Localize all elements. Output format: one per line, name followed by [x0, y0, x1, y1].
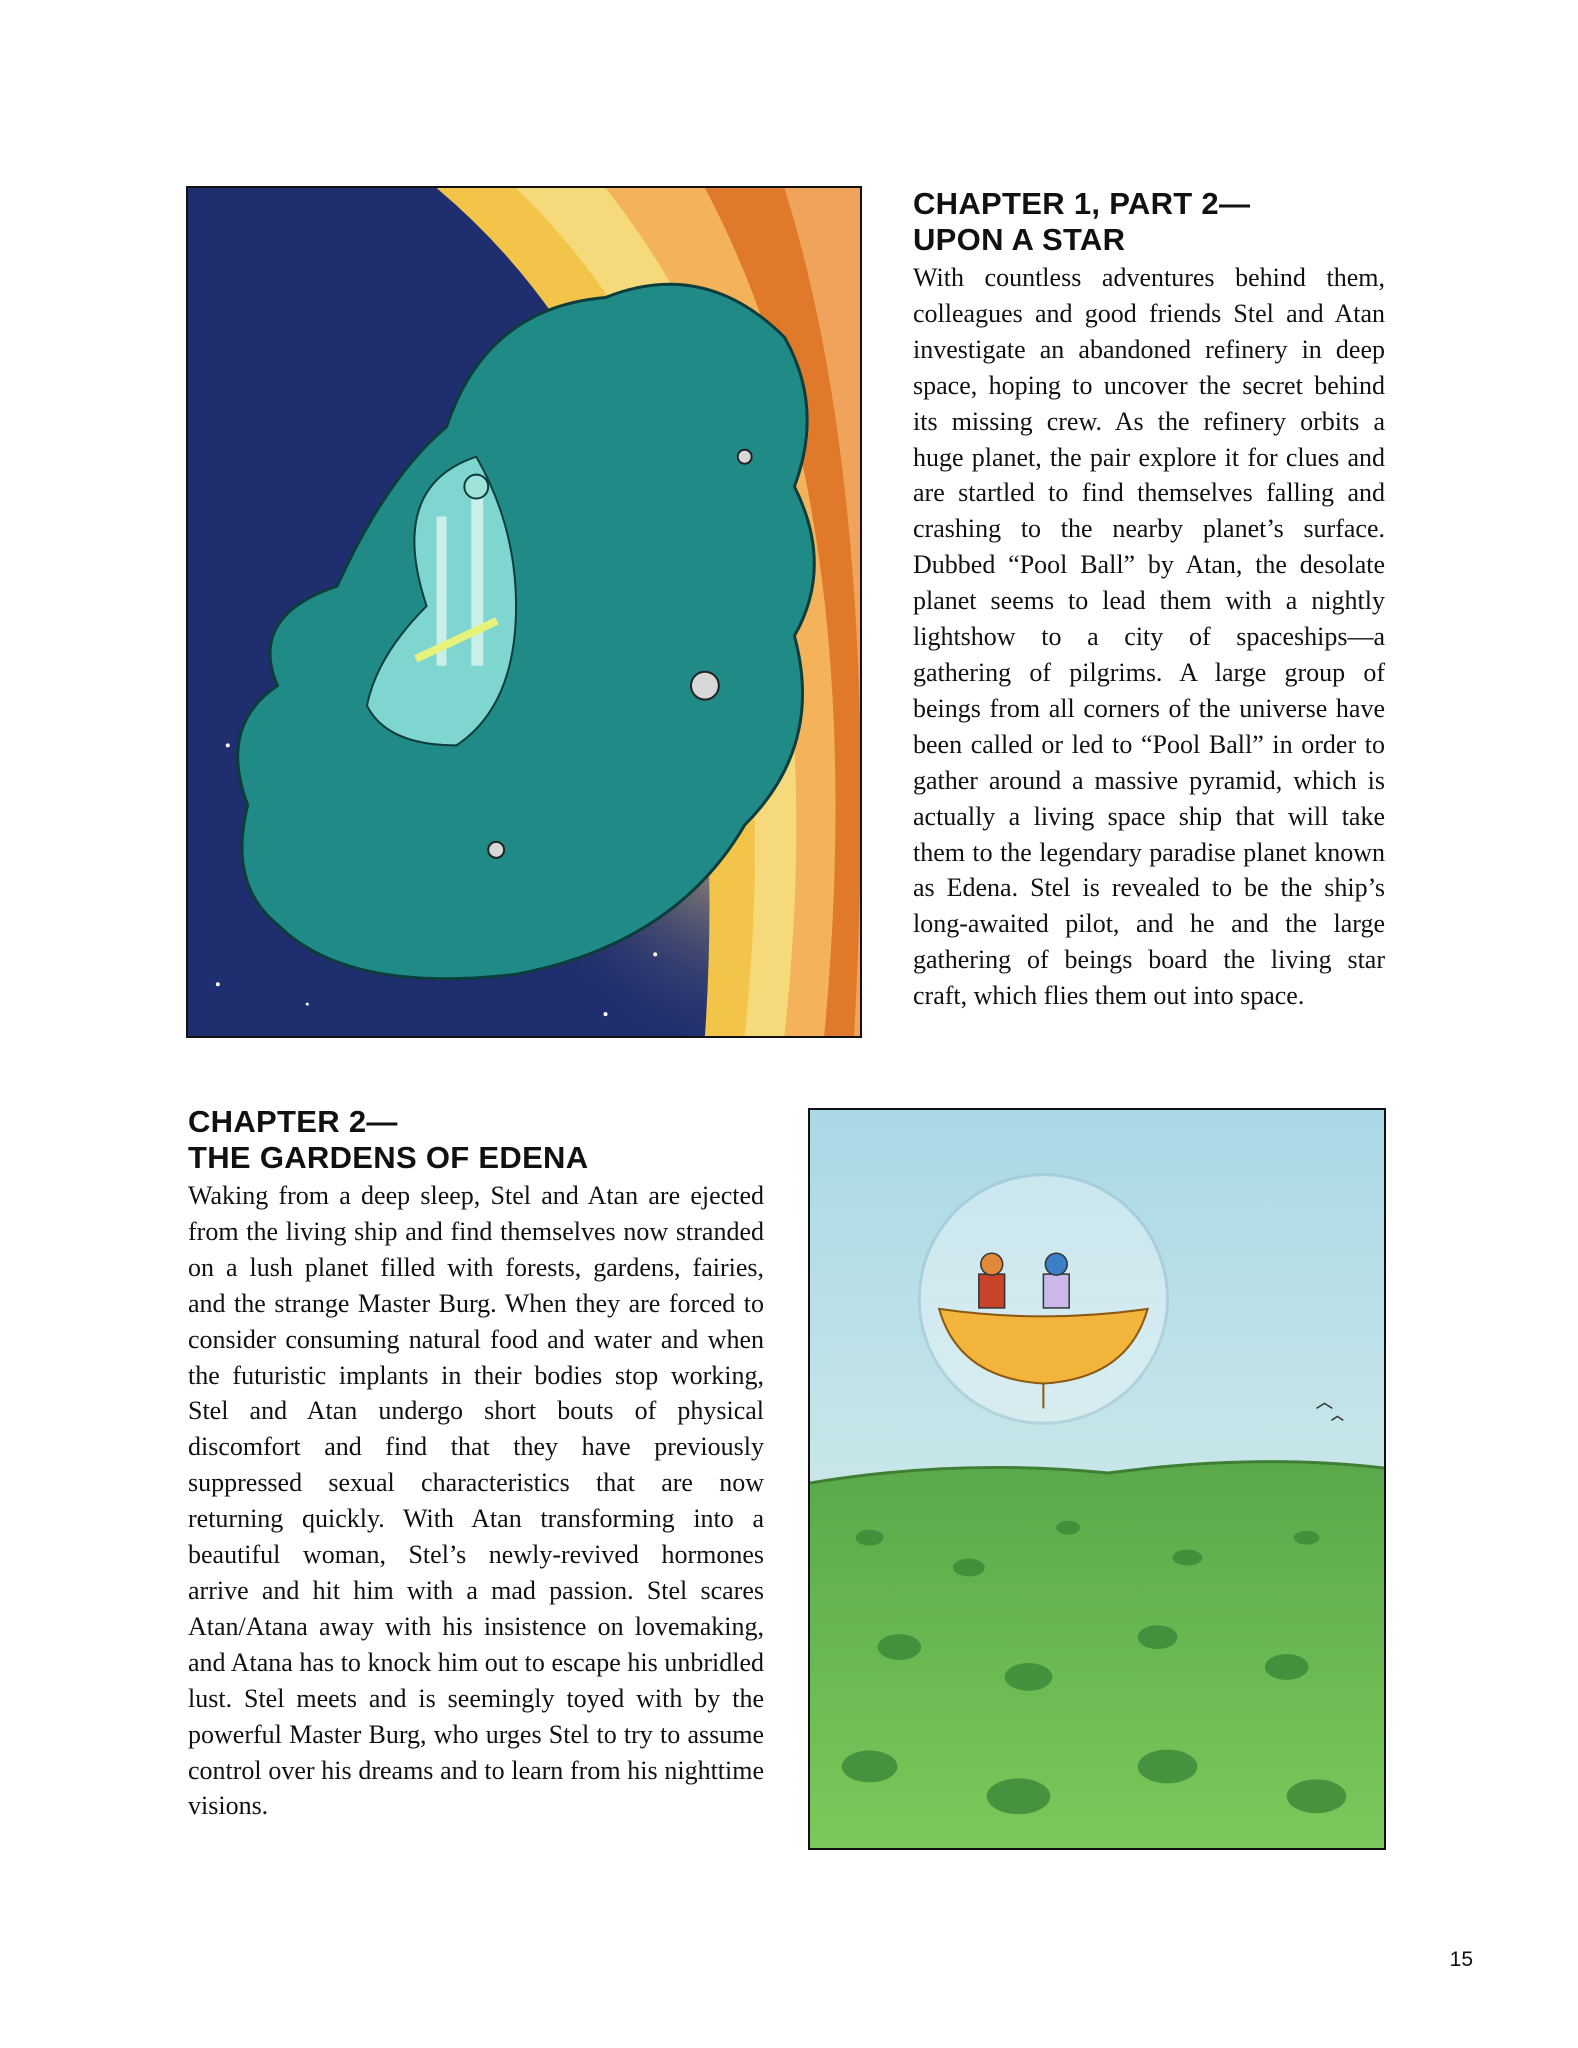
chapter1-body: With countless adventures behind them, colleagues and good friends Stel and Atan investigate an abandoned refinery in deep space, hoping to uncover the secret behind its missing crew. As the refinery orbits a huge planet, the pair explore it for clues and are startled to find themselves falling and crashing to the nearby planet’s surface. Dubbed “Pool Ball” by Atan, the desolate planet seems to lead them with a nightly lightshow to a city of spaceships—a gathering of pilgrims. A large group of beings from all corners of the universe have been called or led to “Pool Ball” in order to gather around a massive pyramid, which is actually a living space ship that will take them to the legendary paradise planet known as Edena. Stel is revealed to be the ship’s long-awaited pilot, and he and the large gathering of beings board the living star craft, which flies them out into space.: [913, 263, 1385, 1011]
chapter2-heading-line2: THE GARDENS OF EDENA: [188, 1140, 589, 1175]
chapter1-heading-line2: UPON A STAR: [913, 222, 1126, 257]
chapter1-heading-line1: CHAPTER 1, PART 2—: [913, 186, 1251, 221]
page-number: 15: [1449, 1948, 1473, 1971]
chapter1-heading: [913, 186, 1385, 258]
space-refinery-illustration: [186, 186, 862, 1038]
chapter1-section: [913, 186, 1385, 1014]
chapter2-body: Waking from a deep sleep, Stel and Atan are ejected from the living ship and find themselves now stranded on a lush planet filled with forests, gardens, fairies, and the strange Master Burg. When they are forced to consider consuming natural food and water and when the futuristic implants in their bodies stop working, Stel and Atan undergo short bouts of physical discomfort and find that they have previously suppressed sexual characteristics that are now returning quickly. With Atan transforming into a beautiful woman, Stel’s newly-revived hormones arrive and hit him with a mad passion. Stel scares Atan/Atana away with his insistence on lovemaking, and Atana has to knock him out to escape his unbridled lust. Stel meets and is seemingly toyed with by the powerful Master Burg, who urges Stel to try to assume control over his dreams and to learn from his nighttime visions.: [188, 1181, 764, 1821]
chapter2-heading: [188, 1104, 764, 1176]
chapter2-section: [188, 1104, 764, 1824]
chapter2-heading-line1: CHAPTER 2—: [188, 1104, 398, 1139]
garden-bubble-illustration: [808, 1108, 1386, 1850]
